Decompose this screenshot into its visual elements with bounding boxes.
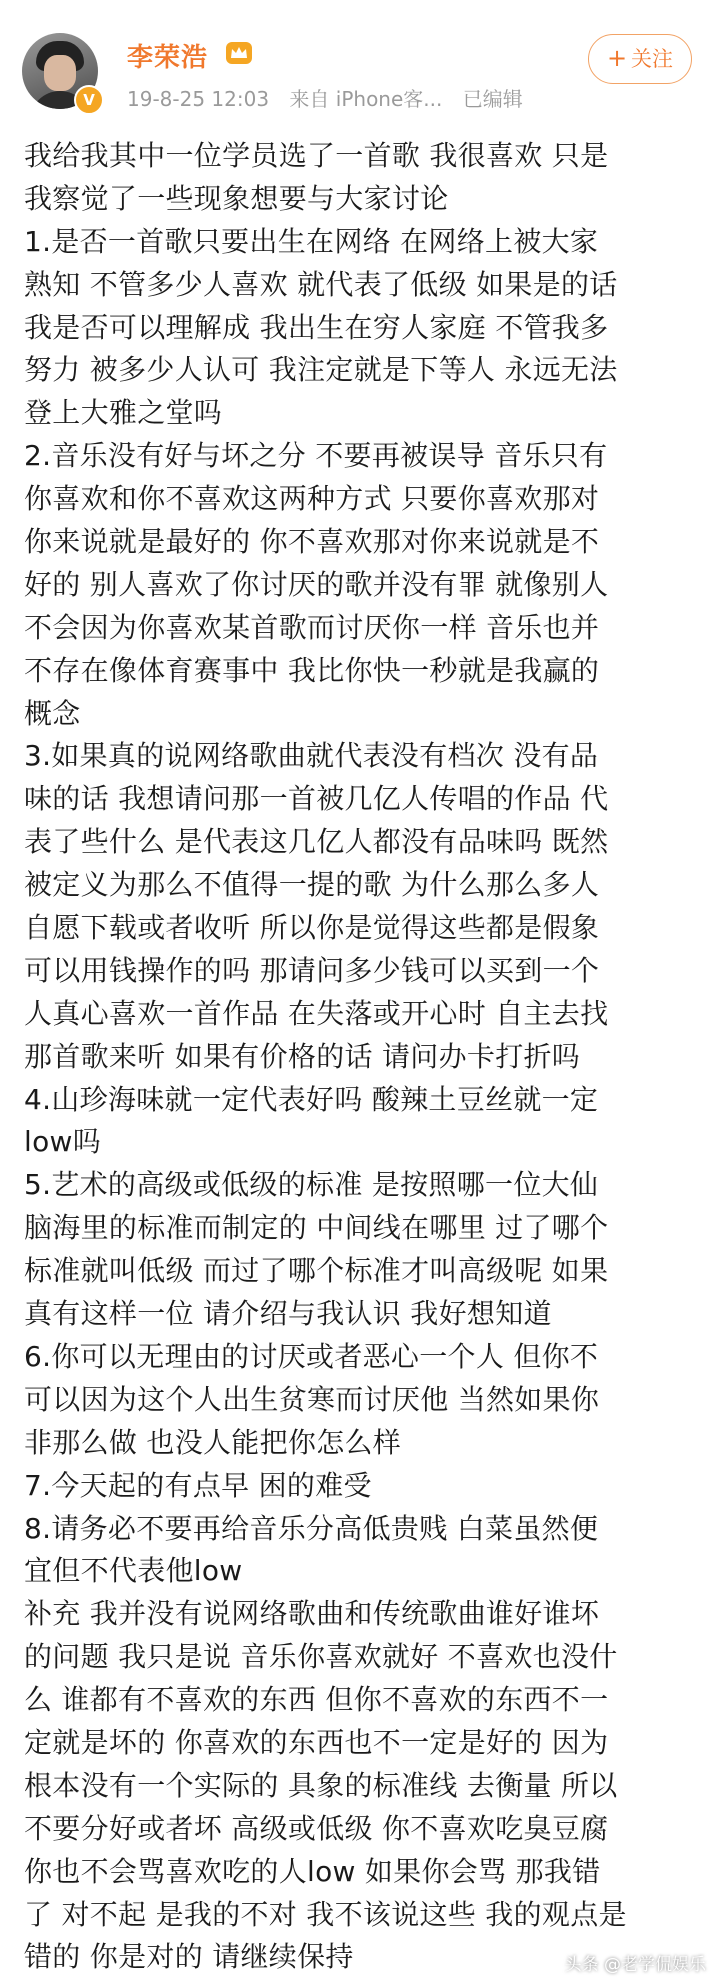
post-text-line: 错的 你是对的 请继续保持: [24, 1940, 354, 1974]
post-text-line: 3.如果真的说网络歌曲就代表没有档次 没有品: [24, 739, 599, 773]
post-text-line: 表了些什么 是代表这几亿人都没有品味吗 既然: [24, 825, 609, 859]
post-text-line: 补充 我并没有说网络歌曲和传统歌曲谁好谁坏: [24, 1597, 600, 1631]
post-text-line: 不要分好或者坏 高级或低级 你不喜欢吃臭豆腐: [24, 1811, 609, 1845]
post-edited-flag[interactable]: 已编辑: [462, 87, 523, 111]
post-text-line: 我给我其中一位学员选了一首歌 我很喜欢 只是: [24, 139, 609, 172]
post-text-line: 5.艺术的高级或低级的标准 是按照哪一位大仙: [24, 1168, 599, 1202]
avatar-face: [44, 55, 76, 91]
post-source[interactable]: 来自 iPhone客...: [289, 87, 443, 111]
post-text-line: low吗: [24, 1125, 102, 1159]
post-text-line: 可以因为这个人出生贫寒而讨厌他 当然如果你: [24, 1382, 600, 1416]
post-text-line: 宜但不代表他low: [24, 1554, 243, 1588]
post-text-line: 非那么做 也没人能把你怎么样: [24, 1425, 402, 1459]
post-text-line: 8.请务必不要再给音乐分高低贵贱 白菜虽然便: [24, 1511, 599, 1545]
post-text-line: 好的 别人喜欢了你讨厌的歌并没有罪 就像别人: [24, 567, 609, 601]
post-text-line: 味的话 我想请问那一首被几亿人传唱的作品 代: [24, 782, 609, 816]
post-text-line: 被定义为那么不值得一提的歌 为什么那么多人: [24, 868, 600, 902]
watermark: 头条 @老学侃娱乐: [564, 1955, 706, 1975]
post-text-line: 那首歌来听 如果有价格的话 请问办卡打折吗: [24, 1039, 581, 1073]
plus-icon: +: [606, 44, 628, 72]
post-body: [24, 135, 700, 1979]
post-text-line: 你喜欢和你不喜欢这两种方式 只要你喜欢那对: [24, 482, 600, 516]
post-meta: [127, 83, 537, 112]
post-text-line: 我是否可以理解成 我出生在穷人家庭 不管我多: [24, 310, 609, 344]
post-text-line: 你也不会骂喜欢吃的人low 如果你会骂 那我错: [24, 1854, 601, 1888]
post-header: [0, 0, 720, 135]
post-text-line: 熟知 不管多少人喜欢 就代表了低级 如果是的话: [24, 267, 618, 301]
post-text-line: 定就是坏的 你喜欢的东西也不一定是好的 因为: [24, 1725, 609, 1759]
post-text-line: 不存在像体育赛事中 我比你快一秒就是我赢的: [24, 653, 600, 687]
post-text-line: 概念: [24, 696, 81, 730]
post-text-line: 不会因为你喜欢某首歌而讨厌你一样 音乐也并: [24, 610, 600, 644]
post-text-line: 努力 被多少人认可 我注定就是下等人 永远无法: [24, 353, 618, 387]
post-text-line: 1.是否一首歌只要出生在网络 在网络上被大家: [24, 224, 599, 258]
post-text-line: 了 对不起 是我的不对 我不该说这些 我的观点是: [24, 1897, 627, 1931]
post-text-line: 么 谁都有不喜欢的东西 但你不喜欢的东西不一: [24, 1683, 609, 1717]
post-text-line: 人真心喜欢一首作品 在失落或开心时 自主去找: [24, 996, 609, 1030]
post-text-line: 你来说就是最好的 你不喜欢那对你来说就是不: [24, 525, 600, 559]
post-text-line: 标准就叫低级 而过了哪个标准才叫高级呢 如果: [24, 1254, 609, 1288]
follow-label: 关注: [631, 47, 674, 71]
post-date: 19-8-25 12:03: [127, 87, 270, 111]
post-text-line: 4.山珍海味就一定代表好吗 酸辣土豆丝就一定: [24, 1082, 599, 1116]
post-text-line: 7.今天起的有点早 困的难受: [24, 1468, 372, 1502]
post-text-line: 6.你可以无理由的讨厌或者恶心一个人 但你不: [24, 1339, 599, 1373]
post-text-line: 我察觉了一些现象想要与大家讨论: [24, 181, 449, 215]
post-text-line: 2.音乐没有好与坏之分 不要再被误导 音乐只有: [24, 439, 608, 473]
post-text-line: 真有这样一位 请介绍与我认识 我好想知道: [24, 1297, 552, 1331]
post-text-line: 登上大雅之堂吗: [24, 396, 223, 430]
follow-button[interactable]: [588, 34, 692, 84]
post-text-line: 可以用钱操作的吗 那请问多少钱可以买到一个: [24, 953, 600, 987]
author-name[interactable]: 李荣浩: [127, 43, 209, 73]
post-text-line: 自愿下载或者收听 所以你是觉得这些都是假象: [24, 911, 600, 945]
verified-badge-icon: V: [74, 85, 104, 115]
crown-icon: [224, 40, 254, 66]
post-text-line: 的问题 我只是说 音乐你喜欢就好 不喜欢也没什: [24, 1640, 618, 1674]
post-text-line: 根本没有一个实际的 具象的标准线 去衡量 所以: [24, 1768, 618, 1802]
post-text-line: 脑海里的标准而制定的 中间线在哪里 过了哪个: [24, 1211, 609, 1245]
